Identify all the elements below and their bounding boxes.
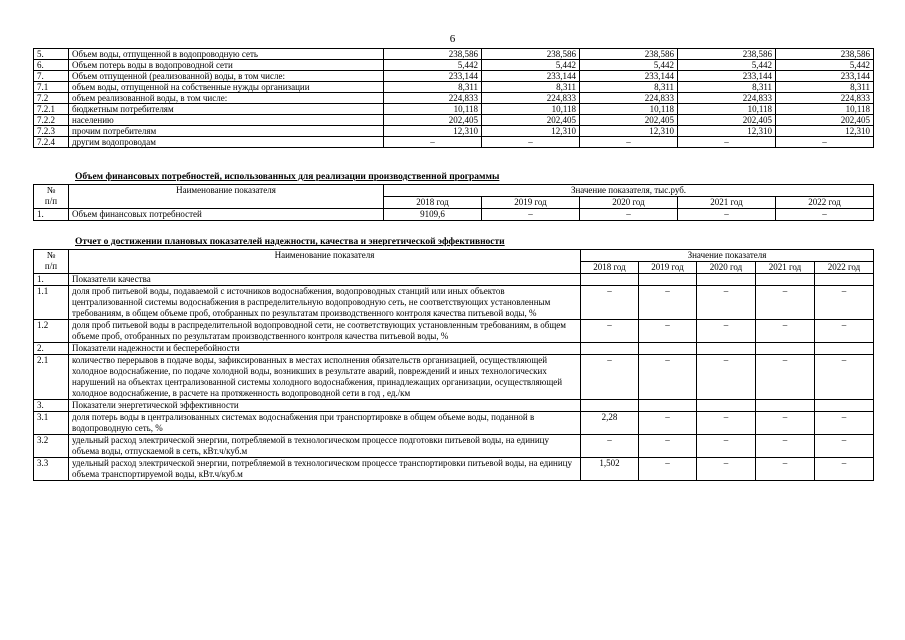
row-value: 8,311 (384, 82, 482, 93)
row-value: 224,833 (482, 93, 580, 104)
row-value: – (639, 320, 697, 343)
row-value: – (580, 137, 678, 148)
row-value: 8,311 (482, 82, 580, 93)
row-name: доля проб питьевой воды в распределительной водопроводной сети, не соответствующих установленным требованиям, в общем объеме проб, отобранных по результатам производственного контроля качества питьевой воды, % (69, 320, 581, 343)
empty-cell (756, 274, 815, 286)
row-number: 1.2 (34, 320, 69, 343)
year-header: 2020 год (580, 197, 678, 209)
col-value-header: Значение показателя (581, 250, 874, 262)
row-value: – (639, 355, 697, 400)
row-number: 1. (34, 274, 69, 286)
row-value: 233,144 (482, 71, 580, 82)
row-name: количество перерывов в подаче воды, зафиксированных в местах исполнения обязательств организацией, осуществляющей холодное водоснабжение, по подаче холодной воды, возникших в результате аварий, повреждений и иных технологических нарушений на объектах централизованной системы холодного водоснабжения, принадлежащих организации, осуществляющей холодное водоснабжение, в расчете на протяженность водопроводной сети в год , ед./км (69, 355, 581, 400)
row-value: – (581, 355, 639, 400)
row-value: 10,118 (776, 104, 874, 115)
row-value: 202,405 (384, 115, 482, 126)
row-value: 12,310 (580, 126, 678, 137)
row-value: – (697, 286, 756, 320)
row-value: – (756, 458, 815, 481)
row-value: – (639, 435, 697, 458)
table-row (34, 137, 874, 148)
row-name: удельный расход электрической энергии, потребляемой в технологическом процессе подготовки питьевой воды, на единицу объема воды, отпускаемой в сеть, кВт.ч/куб.м (69, 435, 581, 458)
row-value: – (776, 137, 874, 148)
row-name: Показатели энергетической эффективности (69, 400, 581, 412)
empty-cell (815, 400, 874, 412)
row-value: 224,833 (678, 93, 776, 104)
row-value: 233,144 (678, 71, 776, 82)
row-number: 5. (34, 49, 69, 60)
row-value: 12,310 (678, 126, 776, 137)
row-value: 8,311 (678, 82, 776, 93)
empty-cell (639, 274, 697, 286)
row-value: – (581, 286, 639, 320)
row-value: 5,442 (776, 60, 874, 71)
row-number: 7.2.2 (34, 115, 69, 126)
row-value: – (756, 355, 815, 400)
row-value: – (482, 137, 580, 148)
row-value: – (815, 286, 874, 320)
empty-cell (581, 274, 639, 286)
empty-cell (581, 343, 639, 355)
year-header: 2018 год (384, 197, 482, 209)
row-value: – (639, 458, 697, 481)
row-value: 9109,6 (384, 209, 482, 221)
row-value: – (776, 209, 874, 221)
year-header: 2022 год (776, 197, 874, 209)
empty-cell (639, 343, 697, 355)
row-name: Показатели надежности и бесперебойности (69, 343, 581, 355)
empty-cell (697, 343, 756, 355)
row-value: 1,502 (581, 458, 639, 481)
col-num-header: № п/п (34, 250, 69, 274)
row-number: 3.1 (34, 412, 69, 435)
row-number: 6. (34, 60, 69, 71)
row-name: Объем потерь воды в водопроводной сети (69, 60, 384, 71)
row-value: – (756, 435, 815, 458)
empty-cell (815, 274, 874, 286)
row-value: 202,405 (580, 115, 678, 126)
empty-cell (697, 274, 756, 286)
row-name: доля потерь воды в централизованных системах водоснабжения при транспортировке в общем объеме воды, поданной в водопроводную сеть, % (69, 412, 581, 435)
row-value: – (678, 137, 776, 148)
row-name: прочим потребителям (69, 126, 384, 137)
table-row (34, 209, 874, 221)
empty-cell (756, 400, 815, 412)
year-header: 2021 год (756, 262, 815, 274)
row-number: 1.1 (34, 286, 69, 320)
row-value: – (697, 412, 756, 435)
row-name: Показатели качества (69, 274, 581, 286)
row-number: 7.2 (34, 93, 69, 104)
row-value: 233,144 (776, 71, 874, 82)
row-value: 12,310 (384, 126, 482, 137)
row-number: 7.2.4 (34, 137, 69, 148)
row-value: 202,405 (678, 115, 776, 126)
indicators-title: Отчет о достижении плановых показателей надежности, качества и энергетической эффективности (75, 237, 505, 247)
empty-cell (697, 400, 756, 412)
table-row (34, 49, 874, 60)
col-name-header: Наименование показателя (69, 250, 581, 274)
empty-cell (815, 343, 874, 355)
row-value: 238,586 (482, 49, 580, 60)
table-row (34, 458, 874, 481)
row-value: 5,442 (384, 60, 482, 71)
row-value: – (581, 320, 639, 343)
col-name-header: Наименование показателя (69, 185, 384, 209)
year-header: 2022 год (815, 262, 874, 274)
section-row (34, 274, 874, 286)
row-number: 1. (34, 209, 69, 221)
col-value-header: Значение показателя, тыс.руб. (384, 185, 874, 197)
row-value: 10,118 (482, 104, 580, 115)
row-value: – (815, 355, 874, 400)
row-name: бюджетным потребителям (69, 104, 384, 115)
row-value: – (756, 320, 815, 343)
row-value: 8,311 (776, 82, 874, 93)
row-value: – (756, 412, 815, 435)
row-value: – (697, 320, 756, 343)
row-value: – (756, 286, 815, 320)
row-value: 233,144 (580, 71, 678, 82)
row-value: 8,311 (580, 82, 678, 93)
row-number: 3.2 (34, 435, 69, 458)
financial-needs-title: Объем финансовых потребностей, использованных для реализации производственной программы (75, 172, 500, 182)
row-number: 7.2.3 (34, 126, 69, 137)
empty-cell (581, 400, 639, 412)
table-row (34, 355, 874, 400)
row-value: 224,833 (776, 93, 874, 104)
row-value: 233,144 (384, 71, 482, 82)
table-row (34, 320, 874, 343)
table-row (34, 126, 874, 137)
financial-needs-table (33, 184, 874, 221)
row-value: 12,310 (482, 126, 580, 137)
row-value: – (581, 435, 639, 458)
row-value: 224,833 (384, 93, 482, 104)
row-value: – (384, 137, 482, 148)
water-volume-table (33, 48, 874, 148)
row-value: 2,28 (581, 412, 639, 435)
row-name: объем воды, отпущенной на собственные нужды организации (69, 82, 384, 93)
table-row (34, 435, 874, 458)
row-number: 7. (34, 71, 69, 82)
empty-cell (639, 400, 697, 412)
table-row (34, 115, 874, 126)
page-number: 6 (449, 33, 456, 45)
row-value: – (697, 435, 756, 458)
indicators-table (33, 249, 874, 481)
row-number: 2. (34, 343, 69, 355)
table-row (34, 82, 874, 93)
row-value: 238,586 (776, 49, 874, 60)
row-number: 7.1 (34, 82, 69, 93)
row-value: – (639, 286, 697, 320)
year-header: 2020 год (697, 262, 756, 274)
empty-cell (756, 343, 815, 355)
year-header: 2018 год (581, 262, 639, 274)
section-row (34, 343, 874, 355)
table-row (34, 60, 874, 71)
row-value: – (697, 458, 756, 481)
row-value: 224,833 (580, 93, 678, 104)
row-name: удельный расход электрической энергии, потребляемой в технологическом процессе транспортировки питьевой воды, на единицу объема транспортируемой воды, кВт.ч/куб.м (69, 458, 581, 481)
year-header: 2019 год (482, 197, 580, 209)
row-name: объем реализованной воды, в том числе: (69, 93, 384, 104)
row-number: 2.1 (34, 355, 69, 400)
row-value: – (815, 435, 874, 458)
row-name: Объем воды, отпущенной в водопроводную сеть (69, 49, 384, 60)
row-value: – (815, 412, 874, 435)
row-value: – (580, 209, 678, 221)
row-value: 5,442 (678, 60, 776, 71)
row-name: населению (69, 115, 384, 126)
row-name: доля проб питьевой воды, подаваемой с источников водоснабжения, водопроводных станций или иных объектов централизованной системы водоснабжения в распределительную водопроводную сеть, не соответствующих установленным требованиям, в общем объеме проб, отобранных по результатам производственного контроля качества питьевой воды, % (69, 286, 581, 320)
row-value: – (482, 209, 580, 221)
row-value: 238,586 (384, 49, 482, 60)
row-value: 10,118 (580, 104, 678, 115)
row-value: 238,586 (580, 49, 678, 60)
row-name: Объем отпущенной (реализованной) воды, в том числе: (69, 71, 384, 82)
row-value: 10,118 (384, 104, 482, 115)
row-number: 3. (34, 400, 69, 412)
row-value: 5,442 (580, 60, 678, 71)
row-value: – (815, 458, 874, 481)
table-row (34, 412, 874, 435)
year-header: 2019 год (639, 262, 697, 274)
row-value: – (697, 355, 756, 400)
row-value: 202,405 (776, 115, 874, 126)
table-row (34, 71, 874, 82)
table-row (34, 93, 874, 104)
section-row (34, 400, 874, 412)
row-value: 10,118 (678, 104, 776, 115)
row-value: – (639, 412, 697, 435)
year-header: 2021 год (678, 197, 776, 209)
table-row (34, 104, 874, 115)
row-value: – (678, 209, 776, 221)
row-name: другим водопроводам (69, 137, 384, 148)
row-value: 202,405 (482, 115, 580, 126)
row-value: – (815, 320, 874, 343)
row-number: 3.3 (34, 458, 69, 481)
table-row (34, 286, 874, 320)
col-num-header: № п/п (34, 185, 69, 209)
row-value: 12,310 (776, 126, 874, 137)
row-value: 5,442 (482, 60, 580, 71)
row-number: 7.2.1 (34, 104, 69, 115)
row-name: Объем финансовых потребностей (69, 209, 384, 221)
row-value: 238,586 (678, 49, 776, 60)
